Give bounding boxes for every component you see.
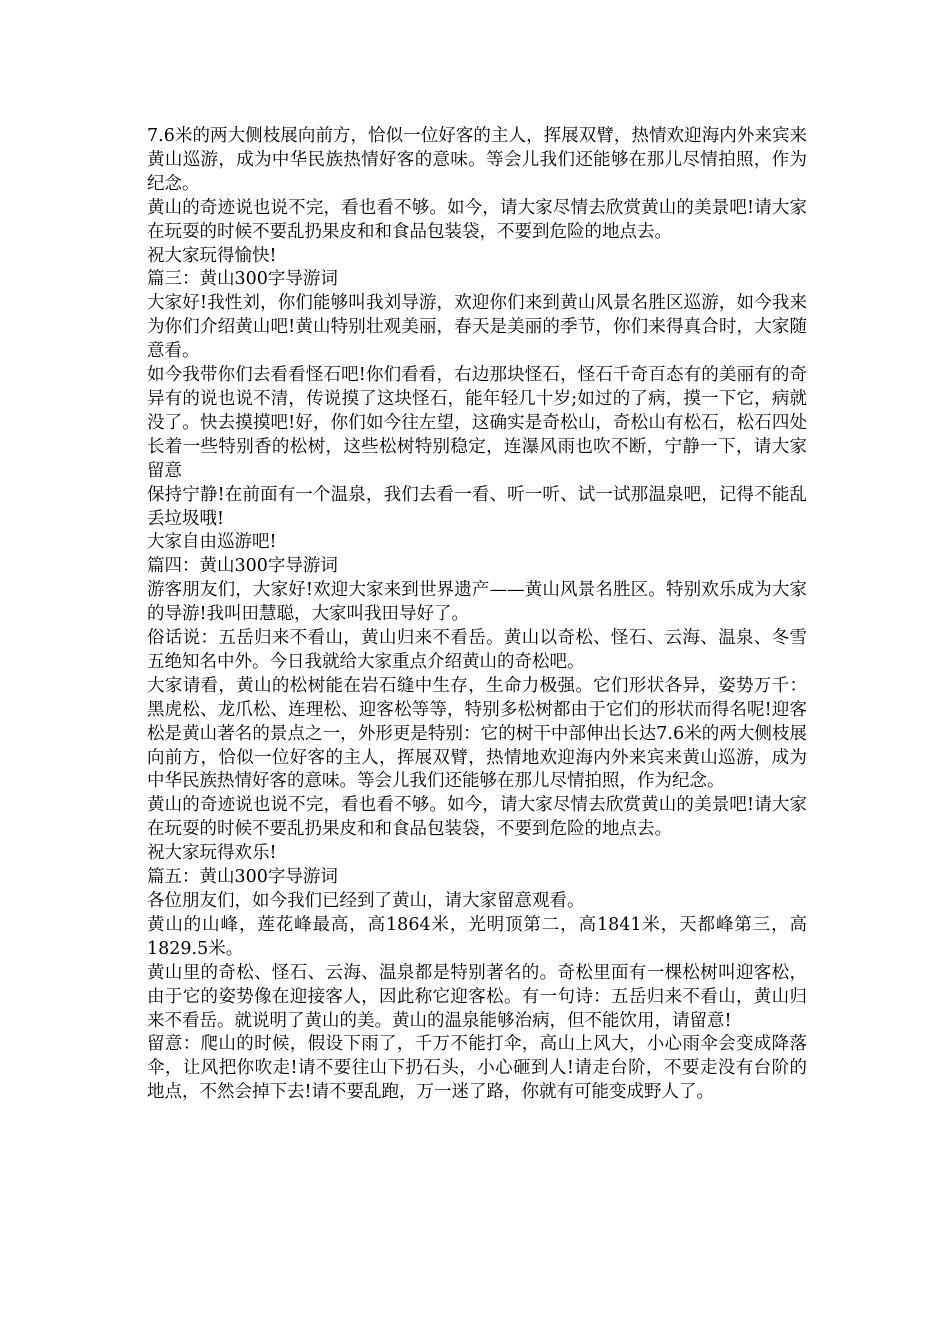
paragraph: 祝大家玩得愉快! [147, 245, 277, 266]
document-body [147, 125, 807, 1105]
paragraph: 如今我带你们去看看怪石吧!你们看看，右边那块怪石，怪石千奇百态有的美丽有的奇异有的说也说不清，传说摸了这块怪石，能年轻几十岁;如过的了病，摸一下它，病就没了。快去摸摸吧!好，你们如今往左望，这确实是奇松山，奇松山有松石，松石四处长着一些特别香的松树，这些松树特别稳定，连瀑风雨也吹不断，宁静一下，请大家留意 [147, 365, 807, 481]
paragraph: 留意：爬山的时候，假设下雨了，千万不能打伞，高山上风大，小心雨伞会变成降落伞，让风把你吹走!请不要往山下扔石头，小心砸到人!请走台阶，不要走没有台阶的地点，不然会掉下去!请不要乱跑，万一迷了路，你就有可能变成野人了。 [147, 1034, 807, 1103]
paragraph: 大家自由巡游吧! [147, 532, 277, 553]
paragraph: 黄山的奇迹说也说不完，看也看不够。如今，请大家尽情去欣赏黄山的美景吧!请大家在玩耍的时候不要乱扔果皮和和食品包装袋，不要到危险的地点去。 [147, 197, 807, 242]
paragraph: 大家请看，黄山的松树能在岩石缝中生存，生命力极强。它们形状各异，姿势万千：黑虎松、龙爪松、连理松、迎客松等等，特别多松树都由于它们的形状而得名呢!迎客松是黄山著名的景点之一，外形更是特别：它的树干中部伸出长达7.6米的两大侧枝展向前方，恰似一位好客的主人，挥展双臂，热情地欢迎海内外来宾来黄山巡游，成为中华民族热情好客的意味。等会儿我们还能够在那儿尽情拍照，作为纪念。 [147, 675, 807, 792]
paragraph: 黄山里的奇松、怪石、云海、温泉都是特别著名的。奇松里面有一棵松树叫迎客松，由于它的姿势像在迎接客人，因此称它迎客松。有一句诗：五岳归来不看山，黄山归来不看岳。就说明了黄山的美。黄山的温泉能够治病，但不能饮用，请留意! [147, 962, 807, 1031]
paragraph: 黄山的奇迹说也说不完，看也看不够。如今，请大家尽情去欣赏黄山的美景吧!请大家在玩耍的时候不要乱扔果皮和和食品包装袋，不要到危险的地点去。 [147, 795, 807, 840]
section-heading: 篇五：黄山300字导游词 [147, 867, 338, 888]
paragraph: 保持宁静!在前面有一个温泉，我们去看一看、听一听、试一试那温泉吧，记得不能乱丢垃圾哦! [147, 484, 807, 529]
paragraph: 俗话说：五岳归来不看山，黄山归来不看岳。黄山以奇松、怪石、云海、温泉、冬雪五绝知名中外。今日我就给大家重点介绍黄山的奇松吧。 [147, 628, 807, 672]
paragraph: 祝大家玩得欢乐! [147, 843, 277, 864]
paragraph: 游客朋友们，大家好!欢迎大家来到世界遗产——黄山风景名胜区。特别欢乐成为大家的导游!我叫田慧聪，大家叫我田导好了。 [147, 580, 807, 625]
paragraph: 7.6米的两大侧枝展向前方，恰似一位好客的主人，挥展双臂，热情欢迎海内外来宾来黄山巡游，成为中华民族热情好客的意味。等会儿我们还能够在那儿尽情拍照，作为纪念。 [147, 126, 807, 194]
section-heading: 篇三：黄山300字导游词 [147, 269, 338, 290]
paragraph: 黄山的山峰，莲花峰最高，高1864米，光明顶第二，高1841米，天都峰第三，高1829.5米。 [147, 914, 807, 959]
paragraph: 大家好!我性刘，你们能够叫我刘导游，欢迎你们来到黄山风景名胜区巡游，如今我来为你们介绍黄山吧!黄山特别壮观美丽，春天是美丽的季节，你们来得真合时，大家随意看。 [147, 293, 807, 362]
section-heading: 篇四：黄山300字导游词 [147, 556, 338, 577]
paragraph: 各位朋友们，如今我们已经到了黄山，请大家留意观看。 [147, 891, 585, 911]
